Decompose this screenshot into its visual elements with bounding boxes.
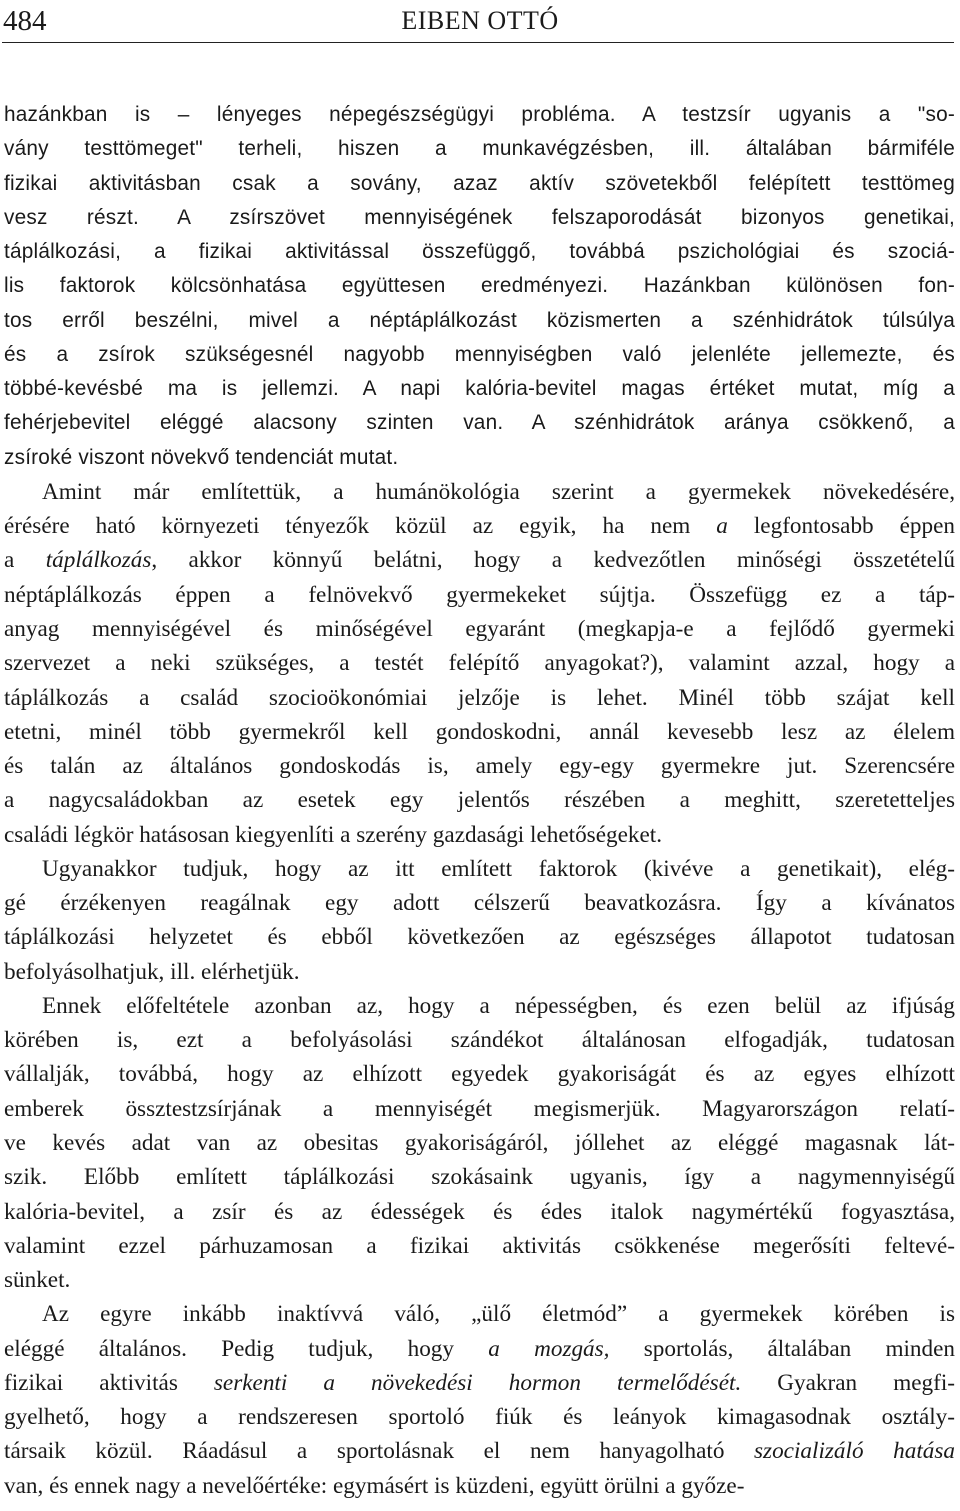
paragraph [4, 98, 955, 475]
text-line: gyelhető, hogy a rendszeresen sportoló fiúk és leányok kimagasodnak osztály- [4, 1404, 955, 1431]
text-line: fizikai aktivitás serkenti a növekedési hormon termelődését. Gyakran megfi- [4, 1369, 955, 1396]
text-line: társaik közül. Ráadásul a sportolásnak el nem hanyagolható szocializáló hatása [4, 1438, 955, 1465]
text-line: vány testtömeget" terheli, hiszen a munkavégzésben, ill. általában bármiféle [4, 137, 955, 161]
text-line: eléggé általános. Pedig tudjuk, hogy a mozgás, sportolás, általában minden [4, 1335, 956, 1362]
text-line: sünket. [4, 1267, 71, 1294]
text-line: etetni, minél több gyermekről kell gondoskodni, annál kevesebb lesz az élelem [4, 718, 955, 745]
text-line: befolyásolhatjuk, ill. elérhetjük. [4, 958, 300, 985]
text-line: zsíroké viszont növekvő tendenciát mutat. [4, 445, 399, 469]
text-line: a nagycsaládokban az esetek egy jelentős részében a meghitt, szeretetteljes [4, 787, 955, 814]
text-line: néptáplálkozás éppen a felnövekvő gyermekeket sújtja. Összefügg ez a táp- [4, 581, 955, 608]
text-line: Ennek előfeltétele azonban az, hogy a népességben, és ezen belül az ifjúság [42, 992, 955, 1019]
header-rule [2, 42, 954, 43]
text-line: a táplálkozás, akkor könnyű belátni, hogy a kedvezőtlen minőségi összetételű [4, 547, 956, 574]
text-line: többé-kevésbé ma is jellemzi. A napi kalória-bevitel magas értéket mutat, míg a [4, 377, 955, 401]
page-number: 484 [3, 5, 47, 37]
body-text [4, 98, 955, 1503]
text-line: fehérjebevitel eléggé alacsony szinten van. A szénhidrátok aránya csökkenő, a [4, 411, 955, 435]
text-line: ve kevés adat van az obesitas gyakoriságáról, jóllehet az eléggé magasnak lát- [4, 1129, 955, 1156]
text-line: és a zsírok szükségesnél nagyobb mennyiségben való jelenléte jellemezte, és [4, 342, 955, 366]
text-line: lis faktorok kölcsönhatása együttesen eredményezi. Hazánkban különösen fon- [4, 274, 955, 298]
text-line: tos erről beszélni, mivel a néptáplálkozást közismerten a szénhidrátok túlsúlya [4, 308, 955, 332]
text-line: kalória-bevitel, a zsír és az édességek és édes italok nagymértékű fogyasztása, [4, 1198, 955, 1225]
paragraph [4, 1297, 955, 1503]
text-line: Ugyanakkor tudjuk, hogy az itt említett faktorok (kivéve a genetikait), elég- [42, 855, 955, 882]
text-line: szervezet a neki szükséges, a testét felépítő anyagokat?), valamint azzal, hogy a [4, 650, 955, 677]
text-line: Amint már említettük, a humánökológia szerint a gyermekek növekedésére, [42, 478, 955, 505]
text-line: családi légkör hatásosan kiegyenlíti a szerény gazdasági lehetőségeket. [4, 821, 663, 848]
text-line: vesz részt. A zsírszövet mennyiségének felszaporodását bizonyos genetikai, [4, 205, 955, 229]
text-line: fizikai aktivitásban csak a sovány, azaz aktív szövetekből felépített testtömeg [4, 171, 955, 195]
text-line: táplálkozási, a fizikai aktivitással összefüggő, továbbá pszichológiai és szociá- [4, 240, 955, 264]
text-line: hazánkban is – lényeges népegészségügyi probléma. A testzsír ugyanis a "so- [4, 103, 955, 126]
text-line: táplálkozás a család szocioökonómiai jelzője is lehet. Minél több szájat kell [4, 684, 955, 711]
text-line: érésére ható környezeti tényezők közül az egyik, ha nem a legfontosabb éppen [4, 513, 956, 540]
text-line: van, és ennek nagy a nevelőértéke: egymásért is küzdeni, együtt örülni a győze- [4, 1472, 745, 1499]
text-line: Az egyre inkább inaktívvá váló, „ülő életmód” a gyermekek körében is [42, 1301, 955, 1328]
text-line: táplálkozási helyzetet és ebből következően az egészséges állapotot tudatosan [4, 924, 955, 951]
page-header [0, 0, 960, 44]
running-head: EIBEN OTTÓ [401, 6, 559, 35]
text-line: szik. Előbb említett táplálkozási szokásaink ugyanis, így a nagymennyiségű [4, 1164, 955, 1191]
text-line: és talán az általános gondoskodás is, amely egy-egy gyermekre jut. Szerencsére [4, 753, 955, 780]
paragraph [4, 852, 955, 989]
paragraph [4, 475, 955, 852]
text-line: gé érzékenyen reagálnak egy adott célszerű beavatkozásra. Így a kívánatos [4, 890, 955, 917]
text-line: körében is, ezt a befolyásolási szándékot általánosan elfogadják, tudatosan [4, 1027, 955, 1054]
paragraph [4, 989, 955, 1297]
text-line: vállalják, továbbá, hogy az elhízott egyedek gyakoriságát és az egyes elhízott [4, 1061, 955, 1088]
text-line: anyag mennyiségével és minőségével egyaránt (megkapja-e a fejlődő gyermeki [4, 615, 955, 642]
text-line: valamint ezzel párhuzamosan a fizikai aktivitás csökkenése megerősíti feltevé- [4, 1232, 955, 1259]
text-line: emberek össztestzsírjának a mennyiségét megismerjük. Magyarországon relatí- [4, 1095, 955, 1122]
